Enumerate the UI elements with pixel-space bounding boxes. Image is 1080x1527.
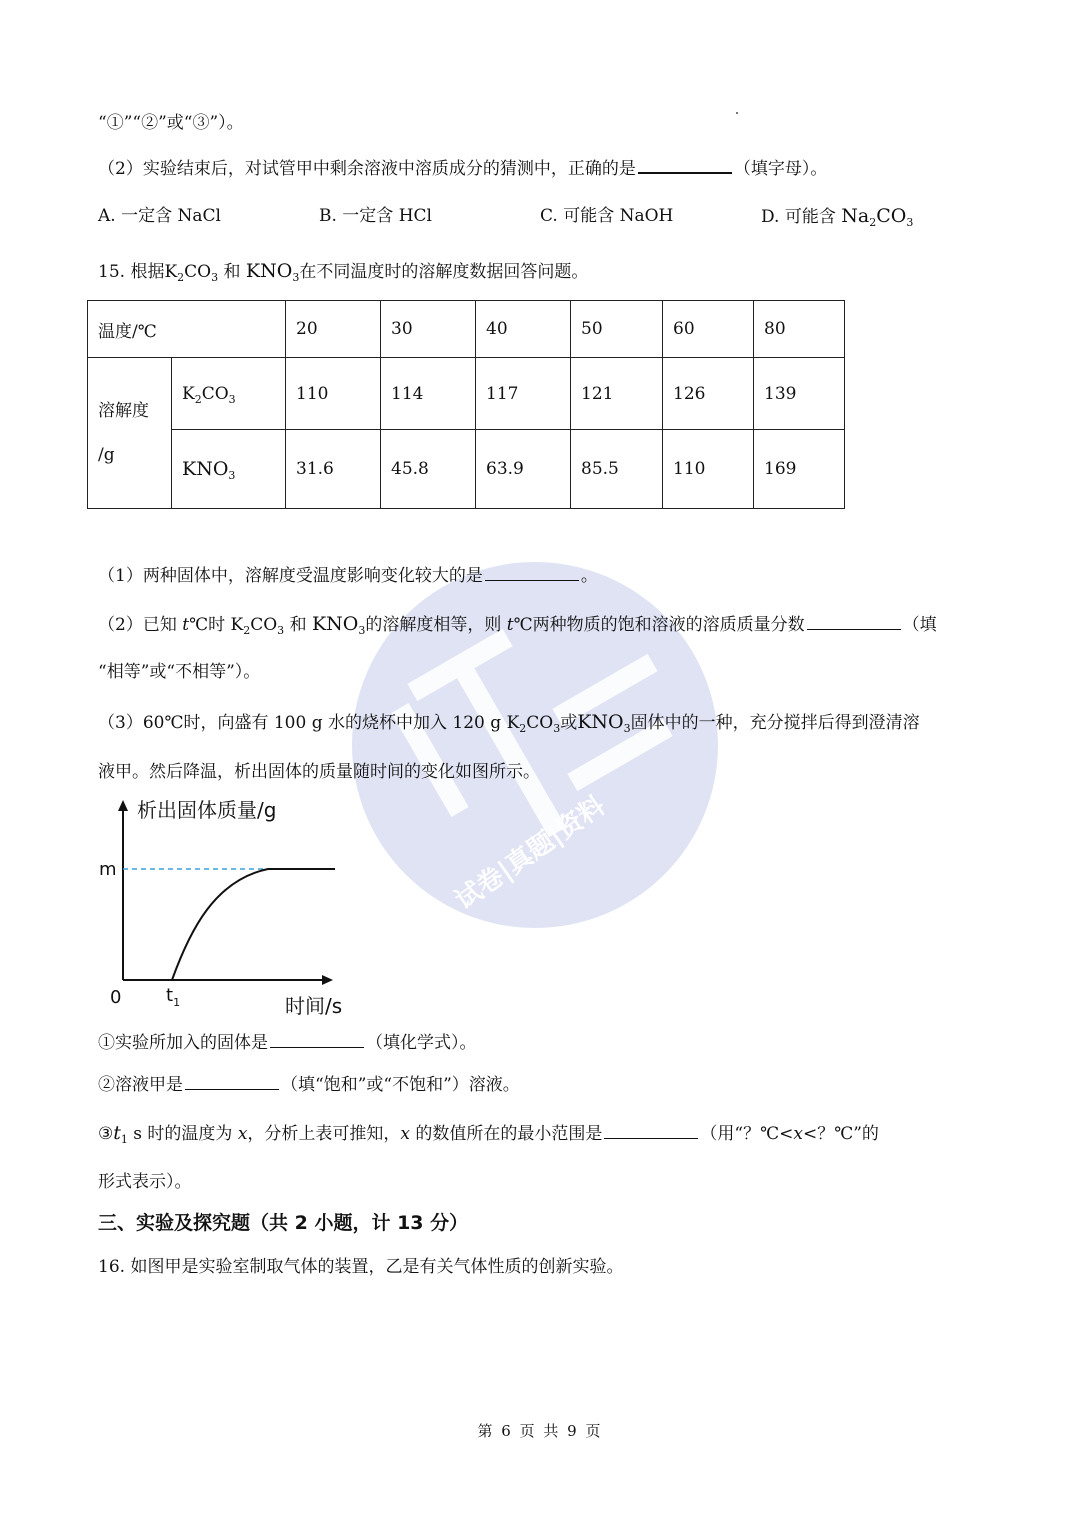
value-cell: 169 bbox=[754, 430, 845, 509]
q15-stem: 15. 根据$K_2CO_3$ 和 $KNO_3$在不同温度时的溶解度数据回答问题。 bbox=[98, 260, 589, 284]
x-axis-label: 时间/s bbox=[285, 994, 343, 1018]
answer-blank[interactable] bbox=[485, 562, 579, 581]
temp-cell: 20 bbox=[286, 301, 381, 358]
q14-tail: “①”“②”或“③”）。 bbox=[98, 113, 244, 133]
answer-blank[interactable] bbox=[638, 154, 732, 174]
formula-k2co3: $K_2CO_3$ bbox=[164, 262, 219, 284]
table-row-header bbox=[88, 301, 845, 358]
value-cell: 31.6 bbox=[286, 430, 381, 509]
x-axis-arrow bbox=[322, 975, 333, 985]
row-label-k2co3: $K_2CO_3$ bbox=[172, 358, 286, 430]
option-d-text: D. 可能含 bbox=[761, 207, 842, 227]
section-title: 三、实验及探究题（共 2 小题，计 13 分） bbox=[98, 1212, 469, 1234]
value-cell: 45.8 bbox=[381, 430, 476, 509]
q15-part2-line2: “相等”或“不相等”）。 bbox=[98, 662, 261, 682]
formula-k2co3: $K_2CO_3$ bbox=[230, 615, 285, 637]
temp-cell: 50 bbox=[571, 301, 663, 358]
answer-blank[interactable] bbox=[270, 1029, 364, 1048]
m-label: m bbox=[99, 859, 117, 880]
row-label-kno3: $KNO_3$ bbox=[172, 430, 286, 509]
temp-cell: 80 bbox=[754, 301, 845, 358]
table-row-k2co3 bbox=[88, 358, 845, 430]
q15-c2: ②溶液甲是 （填“饱和”或“不饱和”）溶液。 bbox=[98, 1071, 520, 1097]
answer-blank[interactable] bbox=[185, 1071, 279, 1090]
option-a: A. 一定含 NaCl bbox=[98, 206, 221, 226]
watermark-text: 试卷|真题|资料 bbox=[450, 790, 611, 916]
t1-label: $t_1$ bbox=[166, 985, 181, 1009]
formula-na2co3: $Na_2CO_3$ bbox=[841, 205, 914, 229]
formula-kno3: $KNO_3$ bbox=[577, 711, 631, 735]
q15-c3: $③t_1$ s 时的温度为 x，分析上表可推知，x 的数值所在的最小范围是 （用“？℃<x<？℃”的 bbox=[98, 1122, 879, 1146]
value-cell: 126 bbox=[663, 358, 754, 430]
y-axis-arrow bbox=[118, 800, 128, 811]
q16-stem: 16. 如图甲是实验室制取气体的装置，乙是有关气体性质的创新实验。 bbox=[98, 1257, 624, 1277]
q15-part3-line2: 液甲。然后降温，析出固体的质量随时间的变化如图所示。 bbox=[98, 762, 540, 782]
scan-speck bbox=[736, 112, 738, 114]
temp-cell: 30 bbox=[381, 301, 476, 358]
q15-part1: （1）两种固体中，溶解度受温度影响变化较大的是 。 bbox=[98, 562, 598, 588]
value-cell: 117 bbox=[476, 358, 571, 430]
formula-kno3: $KNO_3$ bbox=[245, 260, 300, 284]
q15-c1: ①实验所加入的固体是 （填化学式）。 bbox=[98, 1029, 477, 1055]
formula-kno3: $KNO_3$ bbox=[311, 613, 366, 637]
header-label: 温度/℃ bbox=[88, 301, 286, 358]
value-cell: 121 bbox=[571, 358, 663, 430]
q14-part2-text: （2）实验结束后，对试管甲中剩余溶液中溶质成分的猜测中，正确的是 bbox=[98, 159, 636, 179]
option-d bbox=[761, 204, 913, 229]
answer-blank[interactable] bbox=[807, 611, 901, 630]
origin-label: 0 bbox=[110, 987, 122, 1008]
q15-part3: （3）60℃时，向盛有 100 g 水的烧杯中加入 120 g $K_2CO_3$或$KNO_3$固体中的一种，充分搅拌后得到澄清溶 bbox=[98, 711, 920, 735]
value-cell: 114 bbox=[381, 358, 476, 430]
solubility-table bbox=[87, 300, 845, 509]
temp-cell: 40 bbox=[476, 301, 571, 358]
answer-blank[interactable] bbox=[604, 1120, 698, 1139]
option-c: C. 可能含 NaOH bbox=[540, 206, 674, 226]
value-cell: 63.9 bbox=[476, 430, 571, 509]
option-b: B. 一定含 HCl bbox=[319, 206, 432, 226]
q14-part2-hint: （填字母）。 bbox=[733, 159, 828, 179]
value-cell: 139 bbox=[754, 358, 845, 430]
q14-part2 bbox=[98, 154, 827, 181]
value-cell: 85.5 bbox=[571, 430, 663, 509]
value-cell: 110 bbox=[663, 430, 754, 509]
table-row-kno3 bbox=[88, 430, 845, 509]
mass-curve bbox=[172, 869, 335, 980]
y-axis-label: 析出固体质量/g bbox=[137, 798, 277, 822]
value-cell: 110 bbox=[286, 358, 381, 430]
precipitate-mass-chart bbox=[90, 795, 380, 1025]
q15-c3-line2: 形式表示）。 bbox=[98, 1172, 192, 1192]
temp-cell: 60 bbox=[663, 301, 754, 358]
formula-k2co3: $K_2CO_3$ bbox=[506, 713, 561, 735]
page-footer: 第 6 页 共 9 页 bbox=[477, 1422, 603, 1440]
row-group-label: 溶解度 /g bbox=[88, 358, 172, 509]
q15-part2: （2）已知 t℃时 $K_2CO_3$ 和 $KNO_3$的溶解度相等，则 t℃两种物质的饱和溶液的溶质质量分数 （填 bbox=[98, 613, 937, 637]
